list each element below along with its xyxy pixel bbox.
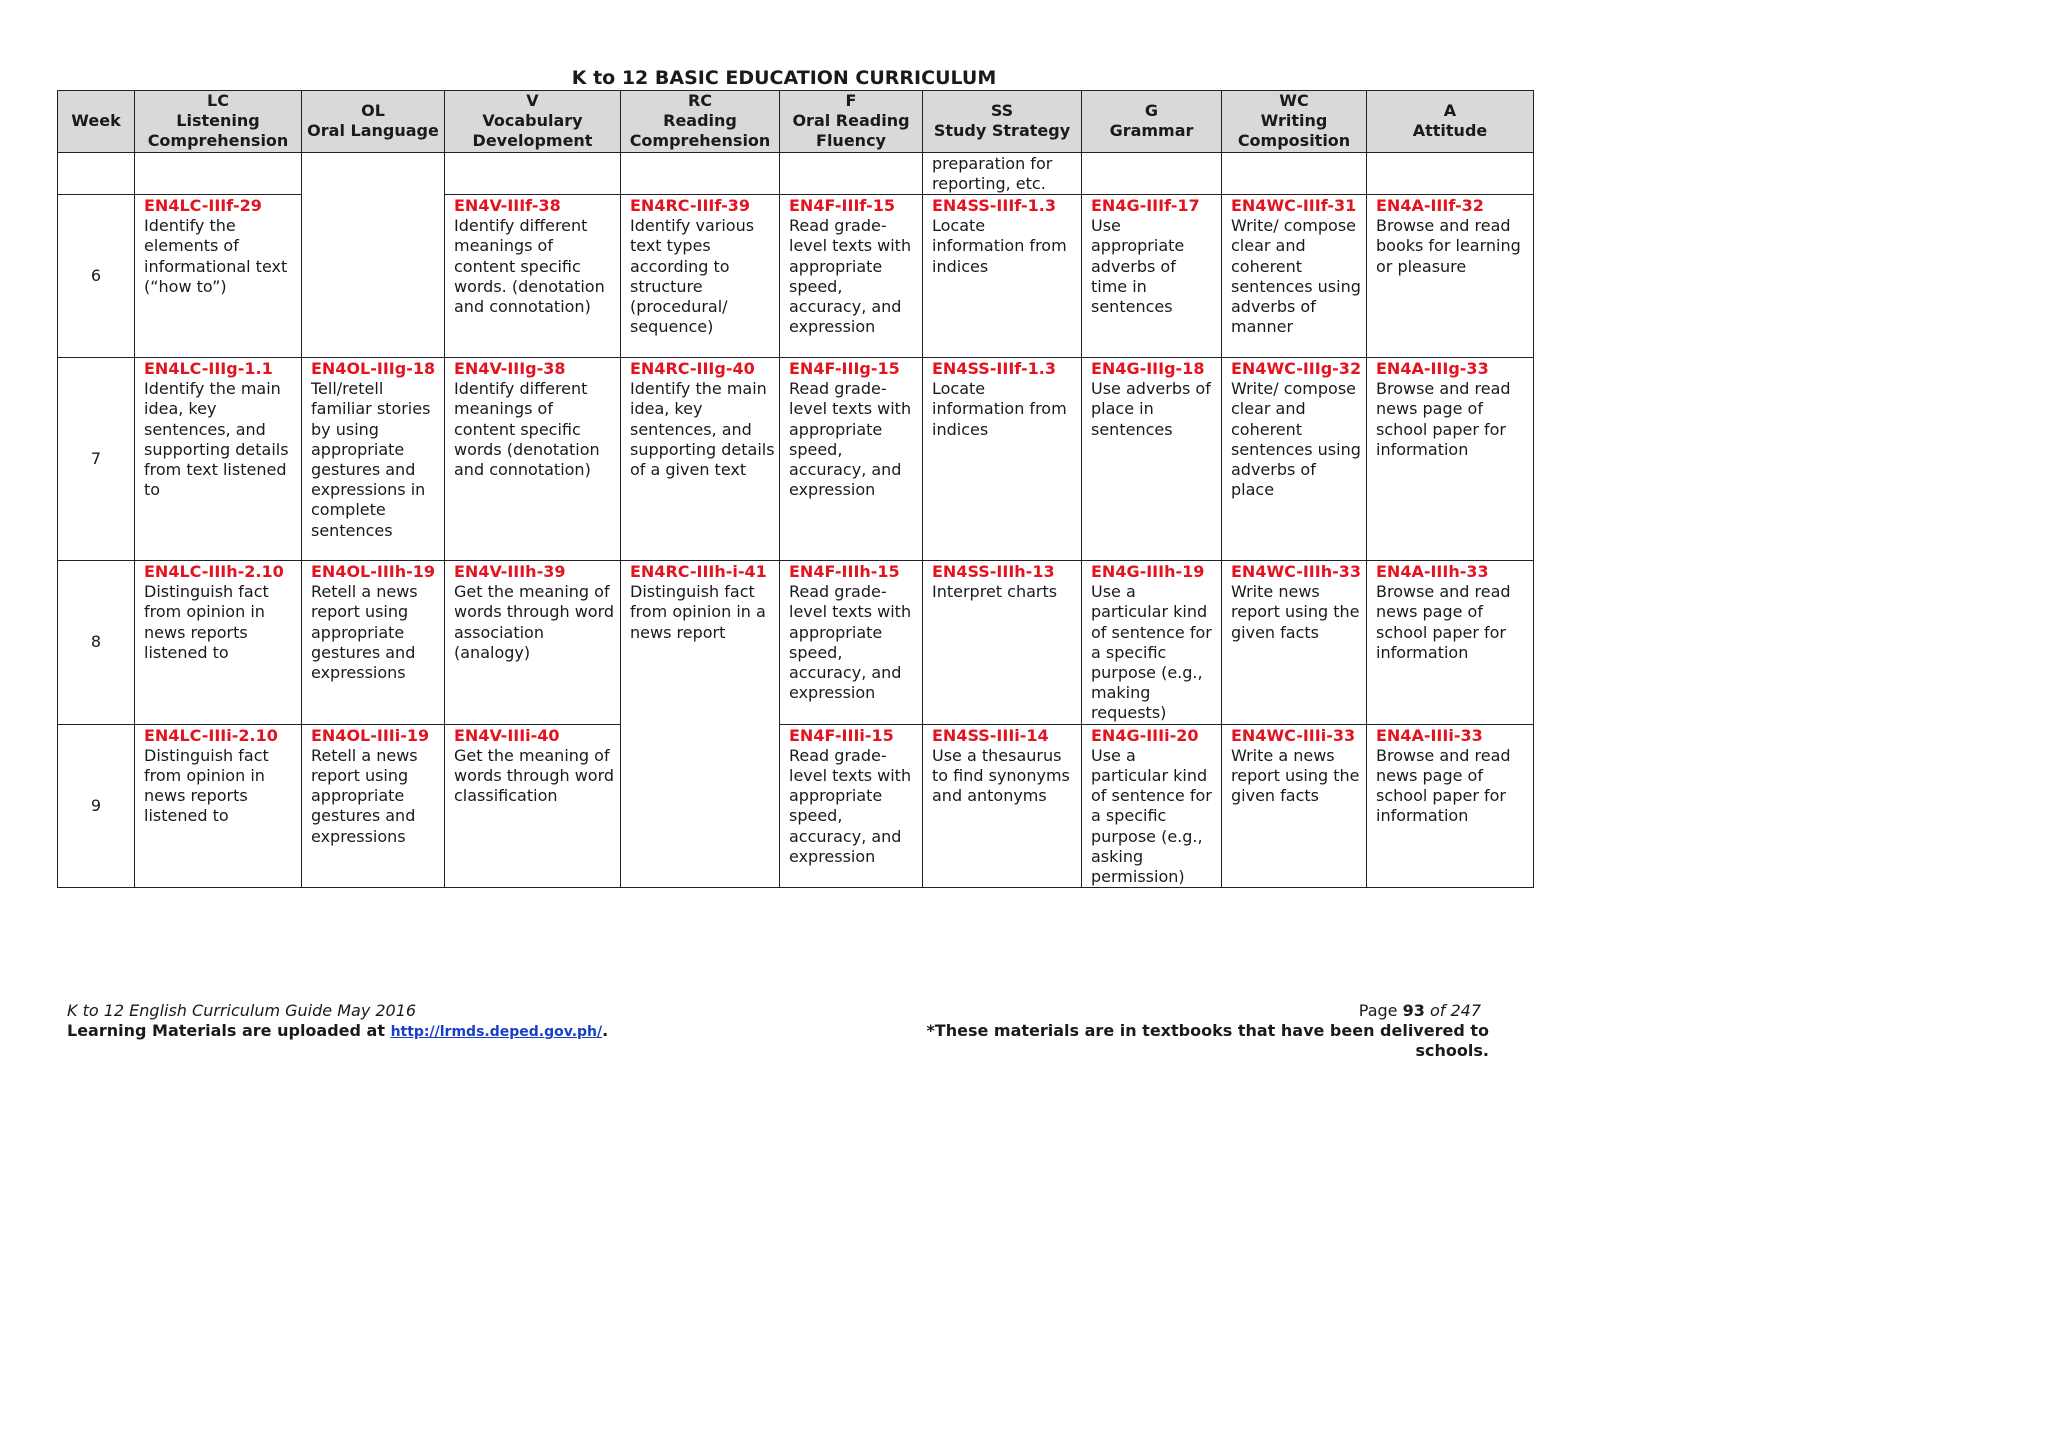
cell-f: EN4F-IIIi-15 Read grade-level texts with appropriate speed, accuracy, and expression <box>780 724 923 888</box>
cell-wc: EN4WC-IIIh-33 Write news report using the given facts <box>1222 561 1367 725</box>
cell-cont-g <box>1082 152 1222 194</box>
table-row-week-6 <box>58 195 1534 358</box>
curriculum-guide-label: K to 12 English Curriculum Guide May 2016 <box>67 1001 417 1020</box>
footer-left <box>67 1001 608 1042</box>
cell-lc: EN4LC-IIIg-1.1 Identify the main idea, key sentences, and supporting details from text listened to <box>135 358 302 561</box>
continuation-row <box>58 152 1534 194</box>
table-row-week-9 <box>58 724 1534 888</box>
cell-week-number: 6 <box>58 195 135 358</box>
cell-cont-a <box>1367 152 1534 194</box>
table-row-week-8 <box>58 561 1534 725</box>
page-total: of 247 <box>1424 1001 1481 1020</box>
header-a: A Attitude <box>1367 91 1534 153</box>
cell-v: EN4V-IIIg-38 Identify different meanings of content specific words (denotation and connotation) <box>445 358 621 561</box>
cell-wc: EN4WC-IIIi-33 Write a news report using the given facts <box>1222 724 1367 888</box>
page-number: 93 <box>1402 1001 1425 1020</box>
header-v: V Vocabulary Development <box>445 91 621 153</box>
lrmds-link[interactable]: http://lrmds.deped.gov.ph/ <box>390 1024 603 1040</box>
cell-ol: EN4OL-IIIi-19 Retell a news report using appropriate gestures and expressions <box>302 724 445 888</box>
cell-f: EN4F-IIIh-15 Read grade-level texts with appropriate speed, accuracy, and expression <box>780 561 923 725</box>
cell-week-number: 9 <box>58 724 135 888</box>
cell-v: EN4V-IIIi-40 Get the meaning of words through word classification <box>445 724 621 888</box>
cell-v: EN4V-IIIh-39 Get the meaning of words through word association (analogy) <box>445 561 621 725</box>
textbook-note: *These materials are in textbooks that have been delivered to schools. <box>926 1021 1489 1060</box>
cell-g: EN4G-IIIf-17 Use appropriate adverbs of time in sentences <box>1082 195 1222 358</box>
cell-cont-ol <box>302 152 445 357</box>
cell-v: EN4V-IIIf-38 Identify different meanings of content specific words. (denotation and connotation) <box>445 195 621 358</box>
header-ss: SS Study Strategy <box>923 91 1082 153</box>
cell-ol: EN4OL-IIIh-19 Retell a news report using appropriate gestures and expressions <box>302 561 445 725</box>
cell-a: EN4A-IIIf-32 Browse and read books for learning or pleasure <box>1367 195 1534 358</box>
header-f: F Oral Reading Fluency <box>780 91 923 153</box>
cell-cont-rc <box>621 152 780 194</box>
header-ol: OL Oral Language <box>302 91 445 153</box>
cell-cont-f <box>780 152 923 194</box>
cell-ol: EN4OL-IIIg-18 Tell/retell familiar stories by using appropriate gestures and expressions in complete sentences <box>302 358 445 561</box>
cell-g: EN4G-IIIi-20 Use a particular kind of sentence for a specific purpose (e.g., asking permission) <box>1082 724 1222 888</box>
cell-lc: EN4LC-IIIf-29 Identify the elements of informational text (“how to”) <box>135 195 302 358</box>
cell-cont-wc <box>1222 152 1367 194</box>
cell-f: EN4F-IIIf-15 Read grade-level texts with appropriate speed, accuracy, and expression <box>780 195 923 358</box>
header-wc: WC Writing Composition <box>1222 91 1367 153</box>
header-lc: LC Listening Comprehension <box>135 91 302 153</box>
cell-ss: EN4SS-IIIi-14 Use a thesaurus to find synonyms and antonyms <box>923 724 1082 888</box>
curriculum-table <box>57 90 1534 888</box>
cell-ss: EN4SS-IIIf-1.3 Locate information from indices <box>923 358 1082 561</box>
cell-rc: EN4RC-IIIf-39 Identify various text types according to structure (procedural/ sequence) <box>621 195 780 358</box>
cell-g: EN4G-IIIh-19 Use a particular kind of sentence for a specific purpose (e.g., making requests) <box>1082 561 1222 725</box>
header-week: Week <box>58 91 135 153</box>
header-row <box>58 91 1534 153</box>
header-rc: RC Reading Comprehension <box>621 91 780 153</box>
cell-ss: EN4SS-IIIf-1.3 Locate information from indices <box>923 195 1082 358</box>
cell-a: EN4A-IIIh-33 Browse and read news page of school paper for information <box>1367 561 1534 725</box>
cell-cont-week <box>58 152 135 194</box>
cell-ss: EN4SS-IIIh-13 Interpret charts <box>923 561 1082 725</box>
upload-note-end: . <box>602 1021 609 1040</box>
cell-cont-v <box>445 152 621 194</box>
upload-note: Learning Materials are uploaded at <box>67 1021 391 1040</box>
cell-week-number: 8 <box>58 561 135 725</box>
cell-a: EN4A-IIIi-33 Browse and read news page of school paper for information <box>1367 724 1534 888</box>
page-label: Page <box>1358 1001 1403 1020</box>
cell-lc: EN4LC-IIIi-2.10 Distinguish fact from opinion in news reports listened to <box>135 724 302 888</box>
cell-f: EN4F-IIIg-15 Read grade-level texts with appropriate speed, accuracy, and expression <box>780 358 923 561</box>
cell-wc: EN4WC-IIIg-32 Write/ compose clear and coherent sentences using adverbs of place <box>1222 358 1367 561</box>
cell-cont-ss: preparation for reporting, etc. <box>923 152 1082 194</box>
document-title: K to 12 BASIC EDUCATION CURRICULUM <box>571 67 997 89</box>
cell-a: EN4A-IIIg-33 Browse and read news page of school paper for information <box>1367 358 1534 561</box>
cell-week-number: 7 <box>58 358 135 561</box>
cell-wc: EN4WC-IIIf-31 Write/ compose clear and coherent sentences using adverbs of manner <box>1222 195 1367 358</box>
cell-cont-lc <box>135 152 302 194</box>
page-indicator <box>1300 1001 1481 1021</box>
table-row-week-7 <box>58 358 1534 561</box>
cell-g: EN4G-IIIg-18 Use adverbs of place in sentences <box>1082 358 1222 561</box>
header-g: G Grammar <box>1082 91 1222 153</box>
cell-rc: EN4RC-IIIh-i-41 Distinguish fact from opinion in a news report <box>621 561 780 888</box>
cell-rc: EN4RC-IIIg-40 Identify the main idea, key sentences, and supporting details of a given text <box>621 358 780 561</box>
cell-lc: EN4LC-IIIh-2.10 Distinguish fact from opinion in news reports listened to <box>135 561 302 725</box>
